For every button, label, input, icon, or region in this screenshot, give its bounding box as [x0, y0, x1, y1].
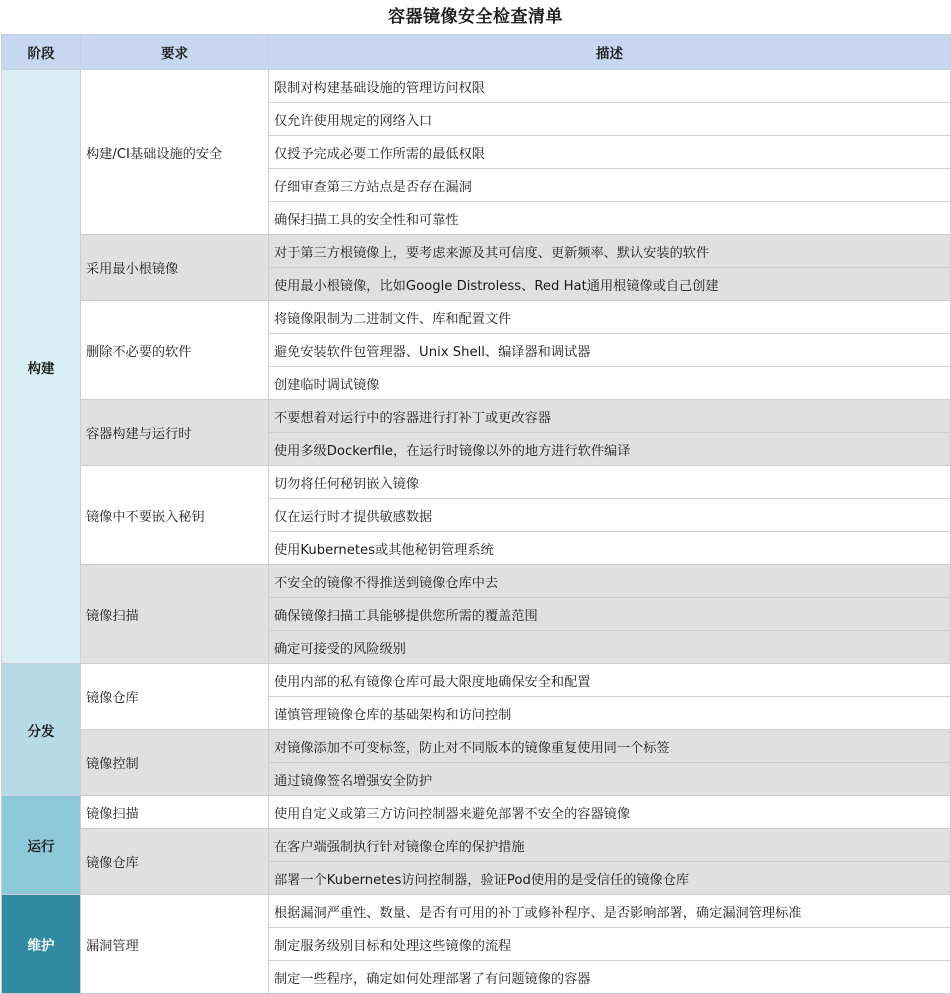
description-cell: 确定可接受的风险级别	[269, 631, 951, 664]
header-row	[2, 35, 951, 70]
description-cell: 对于第三方根镜像上，要考虑来源及其可信度、更新频率、默认安装的软件	[269, 235, 951, 268]
table-row	[2, 895, 951, 928]
table-row	[2, 301, 951, 334]
description-cell: 确保镜像扫描工具能够提供您所需的覆盖范围	[269, 598, 951, 631]
description-cell: 创建临时调试镜像	[269, 367, 951, 400]
page-title: 容器镜像安全检查清单	[388, 7, 563, 27]
stage-cell-run: 运行	[2, 796, 81, 895]
description-cell: 不安全的镜像不得推送到镜像仓库中去	[269, 565, 951, 598]
description-cell: 使用最小根镜像，比如Google Distroless、Red Hat通用根镜像或自己创建	[269, 268, 951, 301]
table-row	[2, 235, 951, 268]
requirement-cell: 镜像仓库	[81, 829, 269, 895]
stage-cell-distribute: 分发	[2, 664, 81, 796]
description-cell: 使用自定义或第三方访问控制器来避免部署不安全的容器镜像	[269, 796, 951, 829]
table-row	[2, 400, 951, 433]
table-row	[2, 796, 951, 829]
table-row	[2, 730, 951, 763]
requirement-cell: 镜像仓库	[81, 664, 269, 730]
description-cell: 限制对构建基础设施的管理访问权限	[269, 70, 951, 103]
description-cell: 谨慎管理镜像仓库的基础架构和访问控制	[269, 697, 951, 730]
description-cell: 避免安装软件包管理器、Unix Shell、编译器和调试器	[269, 334, 951, 367]
description-cell: 根据漏洞严重性、数量、是否有可用的补丁或修补程序、是否影响部署，确定漏洞管理标准	[269, 895, 951, 928]
description-cell: 仅在运行时才提供敏感数据	[269, 499, 951, 532]
requirement-cell: 删除不必要的软件	[81, 301, 269, 400]
description-cell: 仅允许使用规定的网络入口	[269, 103, 951, 136]
requirement-cell: 采用最小根镜像	[81, 235, 269, 301]
stage-cell-maintain: 维护	[2, 895, 81, 994]
description-cell: 使用Kubernetes或其他秘钥管理系统	[269, 532, 951, 565]
description-cell: 确保扫描工具的安全性和可靠性	[269, 202, 951, 235]
description-cell: 制定一些程序，确定如何处理部署了有问题镜像的容器	[269, 961, 951, 994]
table-row	[2, 565, 951, 598]
header-stage: 阶段	[2, 35, 81, 70]
table-row	[2, 70, 951, 103]
requirement-cell: 镜像扫描	[81, 565, 269, 664]
requirement-cell: 漏洞管理	[81, 895, 269, 994]
header-description: 描述	[269, 35, 951, 70]
description-cell: 切勿将任何秘钥嵌入镜像	[269, 466, 951, 499]
checklist-table	[1, 34, 951, 994]
requirement-cell: 镜像控制	[81, 730, 269, 796]
requirement-cell: 镜像中不要嵌入秘钥	[81, 466, 269, 565]
requirement-cell: 容器构建与运行时	[81, 400, 269, 466]
table-row	[2, 829, 951, 862]
stage-cell-build: 构建	[2, 70, 81, 664]
description-cell: 对镜像添加不可变标签，防止对不同版本的镜像重复使用同一个标签	[269, 730, 951, 763]
description-cell: 将镜像限制为二进制文件、库和配置文件	[269, 301, 951, 334]
description-cell: 部署一个Kubernetes访问控制器，验证Pod使用的是受信任的镜像仓库	[269, 862, 951, 895]
description-cell: 在客户端强制执行针对镜像仓库的保护措施	[269, 829, 951, 862]
description-cell: 仔细审查第三方站点是否存在漏洞	[269, 169, 951, 202]
requirement-cell: 构建/CI基础设施的安全	[81, 70, 269, 235]
description-cell: 通过镜像签名增强安全防护	[269, 763, 951, 796]
description-cell: 制定服务级别目标和处理这些镜像的流程	[269, 928, 951, 961]
table-row	[2, 466, 951, 499]
header-requirement: 要求	[81, 35, 269, 70]
requirement-cell: 镜像扫描	[81, 796, 269, 829]
table-row	[2, 664, 951, 697]
description-cell: 仅授予完成必要工作所需的最低权限	[269, 136, 951, 169]
description-cell: 使用内部的私有镜像仓库可最大限度地确保安全和配置	[269, 664, 951, 697]
description-cell: 使用多级Dockerfile，在运行时镜像以外的地方进行软件编译	[269, 433, 951, 466]
description-cell: 不要想着对运行中的容器进行打补丁或更改容器	[269, 400, 951, 433]
